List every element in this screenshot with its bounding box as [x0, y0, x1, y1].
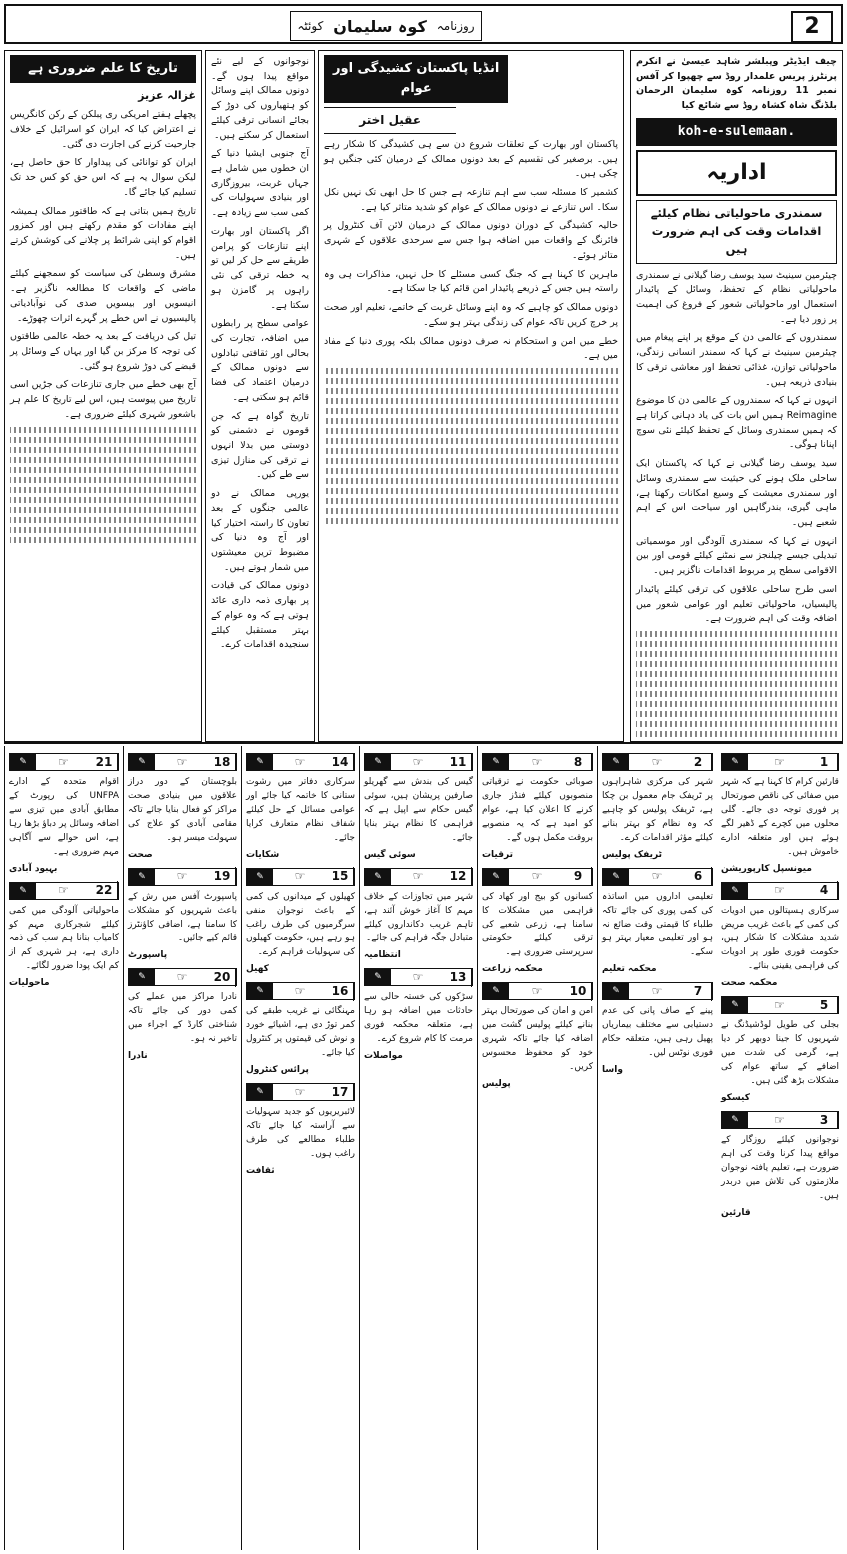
letter-signature: کھیل: [246, 964, 269, 975]
text-filler: [10, 487, 196, 493]
text-filler: [10, 527, 196, 533]
pointing-hand-icon: ☞: [651, 869, 663, 884]
letter-number: 6: [685, 867, 712, 886]
letter-text: بجلی کی طویل لوڈشیڈنگ نے شہریوں کا جینا دوبھر کر دیا ہے، گرمی کی شدت میں اضافے کے ساتھ عوام کی مشکلات بڑھ گئی ہیں۔: [721, 1020, 839, 1086]
text-filler: [636, 651, 837, 657]
text-filler: [636, 701, 837, 707]
letter-separator: [364, 753, 473, 771]
letter-text: سرکاری دفاتر میں رشوت ستانی کا خاتمہ کیا جائے اور عوامی مسائل کے حل کیلئے شفاف نظام متعارف کرایا جائے۔: [246, 777, 355, 843]
text-filler: [636, 671, 837, 677]
letters-column: [597, 746, 717, 1550]
tag-icon: ✎: [10, 754, 36, 770]
letter-signature: ثقافت: [246, 1165, 275, 1176]
tag-icon: ✎: [365, 754, 391, 770]
tag-icon: ✎: [603, 754, 629, 770]
pointing-hand-icon: ☞: [58, 883, 69, 898]
page-header: [4, 4, 843, 44]
letter-separator: [128, 868, 237, 886]
editorial-column: [630, 50, 843, 742]
pointing-hand-icon: ☞: [531, 869, 543, 884]
text-filler: [324, 448, 618, 454]
text-filler: [324, 518, 618, 524]
letter-number: 9: [565, 867, 592, 886]
letter-separator: [364, 868, 473, 886]
letters-column: [123, 746, 241, 1550]
letter-signature: قارئین: [721, 1207, 751, 1218]
pointing-hand-icon: ☞: [176, 970, 188, 985]
left-column: [4, 50, 202, 742]
letters-column: [241, 746, 359, 1550]
text-filler: [636, 731, 837, 737]
tag-icon: ✎: [722, 883, 748, 899]
pointing-hand-icon: ☞: [651, 754, 663, 769]
pointing-hand-icon: ☞: [294, 983, 306, 998]
letter-separator: [602, 868, 713, 886]
letter-separator: [482, 982, 593, 1000]
editorial-paragraph: سمندروں کے عالمی دن کے موقع پر اپنے پیغام میں چیئرمین سینیٹ نے کہا کہ سمندر انسانی زندگی، ماحولیاتی توازن، غذائی تحفظ اور معاشی ترقی کا بنیادی ذریعہ ہیں۔: [636, 332, 837, 388]
letter-text: اقوام متحدہ کے ادارے UNFPA کی رپورٹ کے مطابق آبادی میں تیزی سے اضافہ وسائل پر دباؤ بڑھا رہا ہے، اس حوالے سے آگاہی مہم ضروری ہے۔: [9, 777, 119, 857]
paper-label: روزنامہ: [436, 19, 475, 33]
article-paragraph: کشمیر کا مسئلہ سب سے اہم تنازعہ ہے جس کا حل ابھی تک نہیں نکل سکا۔ اس تنازعے نے دونوں ممالک کے عوام کو شدید متاثر کیا ہے۔: [324, 187, 618, 213]
text-filler: [10, 427, 196, 433]
text-filler: [636, 681, 837, 687]
readers-letters-section: [4, 746, 843, 1550]
letters-column: [4, 746, 123, 1550]
letter-signature: محکمہ صحت: [721, 978, 778, 989]
letter-number: 5: [811, 996, 838, 1015]
letter-signature: کیسکو: [721, 1092, 750, 1103]
pointing-hand-icon: ☞: [651, 983, 663, 998]
letter-separator: [721, 882, 839, 900]
letter-signature: نادرا: [128, 1051, 148, 1062]
article-paragraph: خطے میں امن و استحکام نہ صرف دونوں ممالک بلکہ پوری دنیا کے مفاد میں ہے۔: [324, 335, 618, 362]
tag-icon: ✎: [603, 983, 629, 999]
tag-icon: ✎: [10, 883, 36, 899]
tag-icon: ✎: [483, 754, 509, 770]
letter-number: 17: [327, 1083, 354, 1102]
letter-number: 21: [91, 753, 118, 772]
text-filler: [324, 508, 618, 514]
text-filler: [10, 447, 196, 453]
letters-column: [359, 746, 477, 1550]
letter-separator: [721, 1111, 839, 1129]
letter-number: 3: [811, 1111, 838, 1130]
pointing-hand-icon: ☞: [412, 970, 424, 985]
letter-text: کھیلوں کے میدانوں کی کمی کے باعث نوجوان منفی سرگرمیوں کی طرف راغب ہو رہے ہیں، حکومت کھیلوں کی سہولیات فراہم کرے۔: [246, 891, 355, 958]
tag-icon: ✎: [365, 969, 391, 985]
letter-text: مہنگائی نے غریب طبقے کی کمر توڑ دی ہے، اشیائے خورد و نوش کی قیمتوں پر کنٹرول کیا جائے۔: [246, 1006, 355, 1059]
letter-signature: بہبود آبادی: [9, 863, 58, 874]
tag-icon: ✎: [483, 983, 509, 999]
letter-signature: ٹریفک پولیس: [602, 849, 662, 860]
text-filler: [636, 641, 837, 647]
article-paragraph: دونوں ممالک کو چاہیے کہ وہ اپنے وسائل غربت کے خاتمے، تعلیم اور صحت پر خرچ کریں تاکہ عوام کی زندگی بہتر ہو سکے۔: [324, 302, 618, 328]
tag-icon: ✎: [722, 997, 748, 1013]
letter-separator: [721, 753, 839, 771]
text-filler: [10, 467, 196, 473]
article-title: انڈیا پاکستان کشیدگی اور عوام: [324, 55, 508, 103]
text-filler: [636, 631, 837, 637]
letter-text: پاسپورٹ آفس میں رش کے باعث شہریوں کو مشکلات کا سامنا ہے، اضافی کاؤنٹرز قائم کیے جائیں۔: [128, 891, 237, 944]
letter-signature: سوئی گیس: [364, 849, 416, 860]
tag-icon: ✎: [722, 754, 748, 770]
letter-text: سڑکوں کی خستہ حالی سے حادثات میں اضافہ ہو رہا ہے، متعلقہ محکمہ فوری مرمت کا کام شروع کرے۔: [364, 992, 473, 1045]
letter-text: امن و امان کی صورتحال بہتر بنانے کیلئے پولیس گشت میں اضافہ کیا جائے تاکہ شہری خود کو محفوظ محسوس کریں۔: [482, 1006, 593, 1072]
pointing-hand-icon: ☞: [412, 869, 424, 884]
imprint-text: چیف ایڈیٹر وپبلشر شاہد عیسیٰ نے انکرم پرنٹرز پریس علمدار روڈ سے چھپوا کر آفس نمبر 11 روزنامہ کوہ سلیمان الرحمان بلڈنگ شاہ کشاہ روڈ سے شائع کیا: [636, 56, 837, 112]
letter-text: نادرا مراکز میں عملے کی کمی دور کی جائے تاکہ شناختی کارڈ کے اجراء میں تاخیر نہ ہو۔: [128, 992, 237, 1045]
continuation-column: [205, 50, 315, 742]
letter-separator: [9, 882, 119, 900]
text-filler: [324, 368, 618, 374]
letter-signature: ماحولیات: [9, 978, 50, 989]
text-filler: [636, 661, 837, 667]
left-column-title: تاریخ کا علم ضروری ہے: [10, 55, 196, 83]
tag-icon: ✎: [722, 1112, 748, 1128]
letter-number: 22: [91, 881, 118, 900]
masthead: [290, 11, 482, 41]
letter-text: لائبریریوں کو جدید سہولیات سے آراستہ کیا جائے تاکہ طلباء مطالعے کی طرف راغب ہوں۔: [246, 1106, 355, 1159]
left-paragraph: پچھلے ہفتے امریکی ری پبلکن کے رکن کانگریس نے اعتراض کیا کہ ایران کو اسرائیل کے خلاف جارحیت کرنے کی اجازت دی گئی۔: [10, 109, 196, 150]
text-filler: [636, 711, 837, 717]
letter-separator: [128, 968, 237, 986]
text-filler: [324, 488, 618, 494]
text-filler: [324, 438, 618, 444]
article-paragraph: ماہرین کا کہنا ہے کہ جنگ کسی مسئلے کا حل نہیں، مذاکرات ہی وہ راستہ ہیں جس کے ذریعے پائیدار امن قائم کیا جا سکتا ہے۔: [324, 268, 618, 295]
pointing-hand-icon: ☞: [774, 883, 785, 898]
left-paragraph: ایران کو توانائی کی پیداوار کا حق حاصل ہے، لیکن سوال یہ ہے کہ اس حق کو کس حد تک تسلیم کیا جائے گا۔: [10, 157, 196, 198]
pointing-hand-icon: ☞: [774, 997, 785, 1012]
letter-separator: [246, 1083, 355, 1101]
pointing-hand-icon: ☞: [176, 754, 188, 769]
letter-number: 4: [811, 881, 838, 900]
letter-text: پینے کے صاف پانی کی عدم دستیابی سے مختلف بیماریاں پھیل رہی ہیں، متعلقہ حکام فوری نوٹس لیں۔: [602, 1006, 713, 1059]
tag-icon: ✎: [247, 983, 273, 999]
text-filler: [324, 498, 618, 504]
letters-column: [717, 746, 843, 1550]
editorial-subtitle: سمندری ماحولیاتی نظام کیلئے اقدامات وقت کی اہم ضرورت ہیں: [636, 200, 837, 263]
letter-number: 19: [209, 867, 236, 886]
left-paragraph: آج بھی خطے میں جاری تنازعات کی جڑیں اسی تاریخ میں پیوست ہیں، اس لیے تاریخ کا علم ہر باشعور شہری کیلئے ضروری ہے۔: [10, 379, 196, 420]
letter-text: صوبائی حکومت نے ترقیاتی منصوبوں کیلئے فنڈز جاری کرنے کا اعلان کیا ہے، عوام کو امید ہے کہ یہ منصوبے بروقت مکمل ہوں گے۔: [482, 777, 593, 843]
center-article: [318, 50, 624, 742]
left-paragraph: مشرق وسطیٰ کی سیاست کو سمجھنے کیلئے ماضی کے واقعات کا مطالعہ ناگزیر ہے۔ انیسویں اور بیسویں صدی کی نوآبادیاتی پالیسیوں نے اس خطے پر گہرے اثرات چھوڑے۔: [10, 268, 196, 324]
pointing-hand-icon: ☞: [412, 754, 424, 769]
letter-number: 11: [445, 753, 472, 772]
letter-separator: [246, 753, 355, 771]
pointing-hand-icon: ☞: [58, 754, 69, 769]
text-filler: [10, 437, 196, 443]
pointing-hand-icon: ☞: [774, 1112, 785, 1127]
left-column-byline: غزالہ عزیز: [138, 89, 196, 103]
column-paragraph: آج جنوبی ایشیا دنیا کے ان خطوں میں شامل ہے جہاں غربت، بیروزگاری اور بنیادی سہولیات کی کمی سب سے زیادہ ہے۔: [211, 148, 309, 219]
letter-number: 10: [565, 982, 592, 1001]
text-filler: [10, 507, 196, 513]
text-filler: [324, 458, 618, 464]
letter-signature: محکمہ زراعت: [482, 964, 543, 975]
letter-number: 8: [565, 753, 592, 772]
left-paragraph: تاریخ ہمیں بتاتی ہے کہ طاقتور ممالک ہمیشہ اپنے مفادات کو مقدم رکھتے ہیں اور کمزور اقوام کو اپنی شرائط پر چلانے کی کوشش کرتے ہیں۔: [10, 205, 196, 261]
letter-separator: [9, 753, 119, 771]
editorial-paragraph: انہوں نے کہا کہ سمندروں کے عالمی دن کا موضوع Reimagine ہمیں اس بات کی یاد دہانی کراتا ہے کہ ہمیں سمندری وسائل کے تحفظ کیلئے نئی سوچ اپنانا ہوگی۔: [636, 395, 837, 451]
letter-separator: [721, 996, 839, 1014]
letter-text: گیس کی بندش سے گھریلو صارفین پریشان ہیں، سوئی گیس حکام سے اپیل ہے کہ فراہمی کا نظام بہتر بنایا جائے۔: [364, 777, 473, 843]
tag-icon: ✎: [247, 1084, 273, 1100]
letter-number: 1: [811, 753, 838, 772]
editorial-title: اداریہ: [636, 150, 837, 196]
letter-text: سرکاری ہسپتالوں میں ادویات کی کمی کے باعث غریب مریض شدید مشکلات کا شکار ہیں، حکومت فوری طور پر ادویات کی فراہمی یقینی بنائے۔: [721, 905, 839, 972]
letter-text: ماحولیاتی آلودگی میں کمی کیلئے شجرکاری مہم کو کامیاب بنانا ہم سب کی ذمہ داری ہے، ہر شہری کم از کم ایک پودا ضرور لگائے۔: [9, 905, 119, 972]
text-filler: [324, 478, 618, 484]
letter-signature: پاسپورٹ: [128, 950, 168, 961]
page-number: 2: [791, 11, 833, 43]
letter-signature: پرائس کنٹرول: [246, 1065, 309, 1075]
tag-icon: ✎: [365, 869, 391, 885]
letter-number: 14: [327, 753, 354, 772]
column-paragraph: عوامی سطح پر رابطوں میں اضافہ، تجارت کی بحالی اور ثقافتی تبادلوں سے دونوں ممالک کے درمیان اعتماد کی فضا قائم ہو سکتی ہے۔: [211, 318, 309, 403]
letter-separator: [602, 982, 713, 1000]
letter-number: 16: [327, 982, 354, 1001]
letter-text: شہر میں تجاوزات کے خلاف مہم کا آغاز خوش آئند ہے، تاہم غریب دکانداروں کیلئے متبادل جگہ فراہم کی جائے۔: [364, 891, 473, 944]
text-filler: [324, 468, 618, 474]
letter-text: نوجوانوں کیلئے روزگار کے مواقع پیدا کرنا وقت کی اہم ضرورت ہے، تعلیم یافتہ نوجوان ملازمتوں کی تلاش میں دربدر ہیں۔: [721, 1134, 839, 1201]
pointing-hand-icon: ☞: [294, 754, 306, 769]
editorial-paragraph: سید یوسف رضا گیلانی نے کہا کہ پاکستان ایک ساحلی ملک ہونے کی حیثیت سے سمندری وسائل اور سمندری معیشت کے وسیع امکانات رکھتا ہے، ماہی گیری، بندرگاہیں اور سیاحت اس کے اہم شعبے ہیں۔: [636, 458, 837, 529]
tag-icon: ✎: [247, 869, 273, 885]
pointing-hand-icon: ☞: [294, 869, 306, 884]
tag-icon: ✎: [247, 754, 273, 770]
editorial-paragraph: اسی طرح ساحلی علاقوں کی ترقی کیلئے پائیدار پالیسیاں، ماحولیاتی تعلیم اور عوامی شعور میں اضافہ وقت کی اہم ضرورت ہے۔: [636, 583, 837, 625]
tag-icon: ✎: [129, 869, 155, 885]
letter-separator: [246, 868, 355, 886]
letter-text: تعلیمی اداروں میں اساتذہ کی کمی پوری کی جائے تاکہ طلباء کا قیمتی وقت ضائع نہ ہو اور تعلیمی معیار بہتر ہو سکے۔: [602, 891, 713, 958]
letter-number: 15: [327, 867, 354, 886]
letter-signature: مواصلات: [364, 1051, 403, 1062]
tag-icon: ✎: [129, 969, 155, 985]
text-filler: [324, 418, 618, 424]
text-filler: [10, 517, 196, 523]
column-paragraph: نوجوانوں کے لیے نئے مواقع پیدا ہوں گے۔ دونوں ممالک اپنے وسائل کو ہتھیاروں کی دوڑ کے بجائے انسانی ترقی کیلئے استعمال کر سکتے ہیں۔: [211, 56, 309, 141]
pointing-hand-icon: ☞: [531, 983, 543, 998]
letter-signature: محکمہ تعلیم: [602, 964, 657, 975]
editorial-paragraph: چیئرمین سینیٹ سید یوسف رضا گیلانی نے سمندری ماحولیاتی نظام کے تحفظ، وسائل کے پائیدار استعمال اور ماحولیاتی شعور کے فروغ کی اہمیت پر زور دیا ہے۔: [636, 269, 837, 325]
letter-number: 20: [209, 968, 236, 987]
pointing-hand-icon: ☞: [774, 754, 785, 769]
letter-text: قارئین کرام کا کہنا ہے کہ شہر میں صفائی کی ناقص صورتحال پر فوری توجہ دی جائے۔ گلی محلوں میں کچرے کے ڈھیر لگے ہوئے ہیں اور متعلقہ ادارے خاموش ہیں۔: [721, 777, 839, 857]
section-divider: [4, 742, 843, 744]
text-filler: [636, 721, 837, 727]
letter-signature: میونسپل کارپوریشن: [721, 863, 812, 874]
letter-number: 12: [445, 867, 472, 886]
column-paragraph: یورپی ممالک نے دو عالمی جنگوں کے بعد تعاون کا راستہ اختیار کیا اور آج وہ دنیا کی مضبوط ترین معیشتوں میں شمار ہوتے ہیں۔: [211, 488, 309, 573]
column-paragraph: دونوں ممالک کی قیادت پر بھاری ذمہ داری عائد ہوتی ہے کہ وہ عوام کے بہتر مستقبل کیلئے سنجیدہ اقدامات کرے۔: [211, 580, 309, 651]
letter-text: بلوچستان کے دور دراز علاقوں میں بنیادی صحت مراکز کو فعال بنایا جائے تاکہ مقامی آبادی کو علاج کی سہولت میسر ہو۔: [128, 777, 237, 843]
letter-number: 7: [685, 982, 712, 1001]
text-filler: [636, 691, 837, 697]
letter-signature: پولیس: [482, 1078, 511, 1089]
letter-text: شہر کی مرکزی شاہراہوں پر ٹریفک جام معمول بن چکا ہے، ٹریفک پولیس کو چاہیے کہ وہ نظام کو بہتر بنانے کیلئے مؤثر اقدامات کرے۔: [602, 777, 713, 843]
tag-icon: ✎: [483, 869, 509, 885]
article-byline: عقیل اختر: [324, 107, 456, 134]
column-paragraph: تاریخ گواہ ہے کہ جن قوموں نے دشمنی کو دوستی میں بدلا انہوں نے ترقی کی منازل تیزی سے طے کیں۔: [211, 410, 309, 481]
article-paragraph: پاکستان اور بھارت کے تعلقات شروع دن سے ہی کشیدگی کا شکار رہے ہیں۔ برصغیر کی تقسیم کے بعد دونوں ممالک کے درمیان کئی جنگیں ہو چکی ہیں۔: [324, 138, 618, 180]
text-filler: [10, 497, 196, 503]
letter-separator: [364, 968, 473, 986]
letter-separator: [482, 753, 593, 771]
paper-name: کوہ سلیمان: [333, 16, 427, 36]
article-paragraph: حالیہ کشیدگی کے دوران دونوں ممالک کے درمیان لائن آف کنٹرول پر فائرنگ کے واقعات میں اضافہ ہوا جس سے سرحدی علاقوں کے شہری متاثر ہوئے۔: [324, 220, 618, 261]
pointing-hand-icon: ☞: [294, 1084, 306, 1099]
letter-text: کسانوں کو بیج اور کھاد کی فراہمی میں مشکلات کا سامنا ہے، زرعی شعبے کی ترقی کیلئے حکومتی سرپرستی ضروری ہے۔: [482, 891, 593, 958]
letter-separator: [128, 753, 237, 771]
letter-signature: ترقیات: [482, 849, 513, 860]
letter-signature: شکایات: [246, 849, 280, 860]
text-filler: [10, 477, 196, 483]
pointing-hand-icon: ☞: [176, 869, 188, 884]
text-filler: [10, 537, 196, 543]
text-filler: [324, 378, 618, 384]
tag-icon: ✎: [603, 869, 629, 885]
letter-signature: صحت: [128, 849, 153, 860]
column-paragraph: اگر پاکستان اور بھارت اپنے تنازعات کو پرامن طریقے سے حل کر لیں تو یہ خطہ ترقی کی نئی راہوں پر گامزن ہو سکتا ہے۔: [211, 225, 309, 311]
text-filler: [324, 398, 618, 404]
text-filler: [10, 457, 196, 463]
left-paragraph: تیل کی دریافت کے بعد یہ خطہ عالمی طاقتوں کی توجہ کا مرکز بن گیا اور یہاں کے وسائل پر قبضے کی دوڑ شروع ہو گئی۔: [10, 331, 196, 372]
text-filler: [324, 428, 618, 434]
letter-signature: انتظامیہ: [364, 950, 401, 961]
text-filler: [324, 408, 618, 414]
city-label: کوئٹہ: [297, 19, 324, 33]
tag-icon: ✎: [129, 754, 155, 770]
pointing-hand-icon: ☞: [531, 754, 543, 769]
letter-signature: واسا: [602, 1065, 623, 1075]
letter-number: 18: [209, 753, 236, 772]
text-filler: [324, 388, 618, 394]
editorial-paragraph: انہوں نے کہا کہ سمندری آلودگی اور موسمیاتی تبدیلی جیسے چیلنجز سے نمٹنے کیلئے قومی اور بین الاقوامی سطح پر مربوط اقدامات ناگزیر ہیں۔: [636, 535, 837, 577]
letter-separator: [602, 753, 713, 771]
letter-separator: [246, 982, 355, 1000]
letter-number: 13: [445, 968, 472, 987]
website-banner: koh-e-sulemaan.: [636, 118, 837, 146]
letter-separator: [482, 868, 593, 886]
letters-column: [477, 746, 597, 1550]
letter-number: 2: [685, 753, 712, 772]
